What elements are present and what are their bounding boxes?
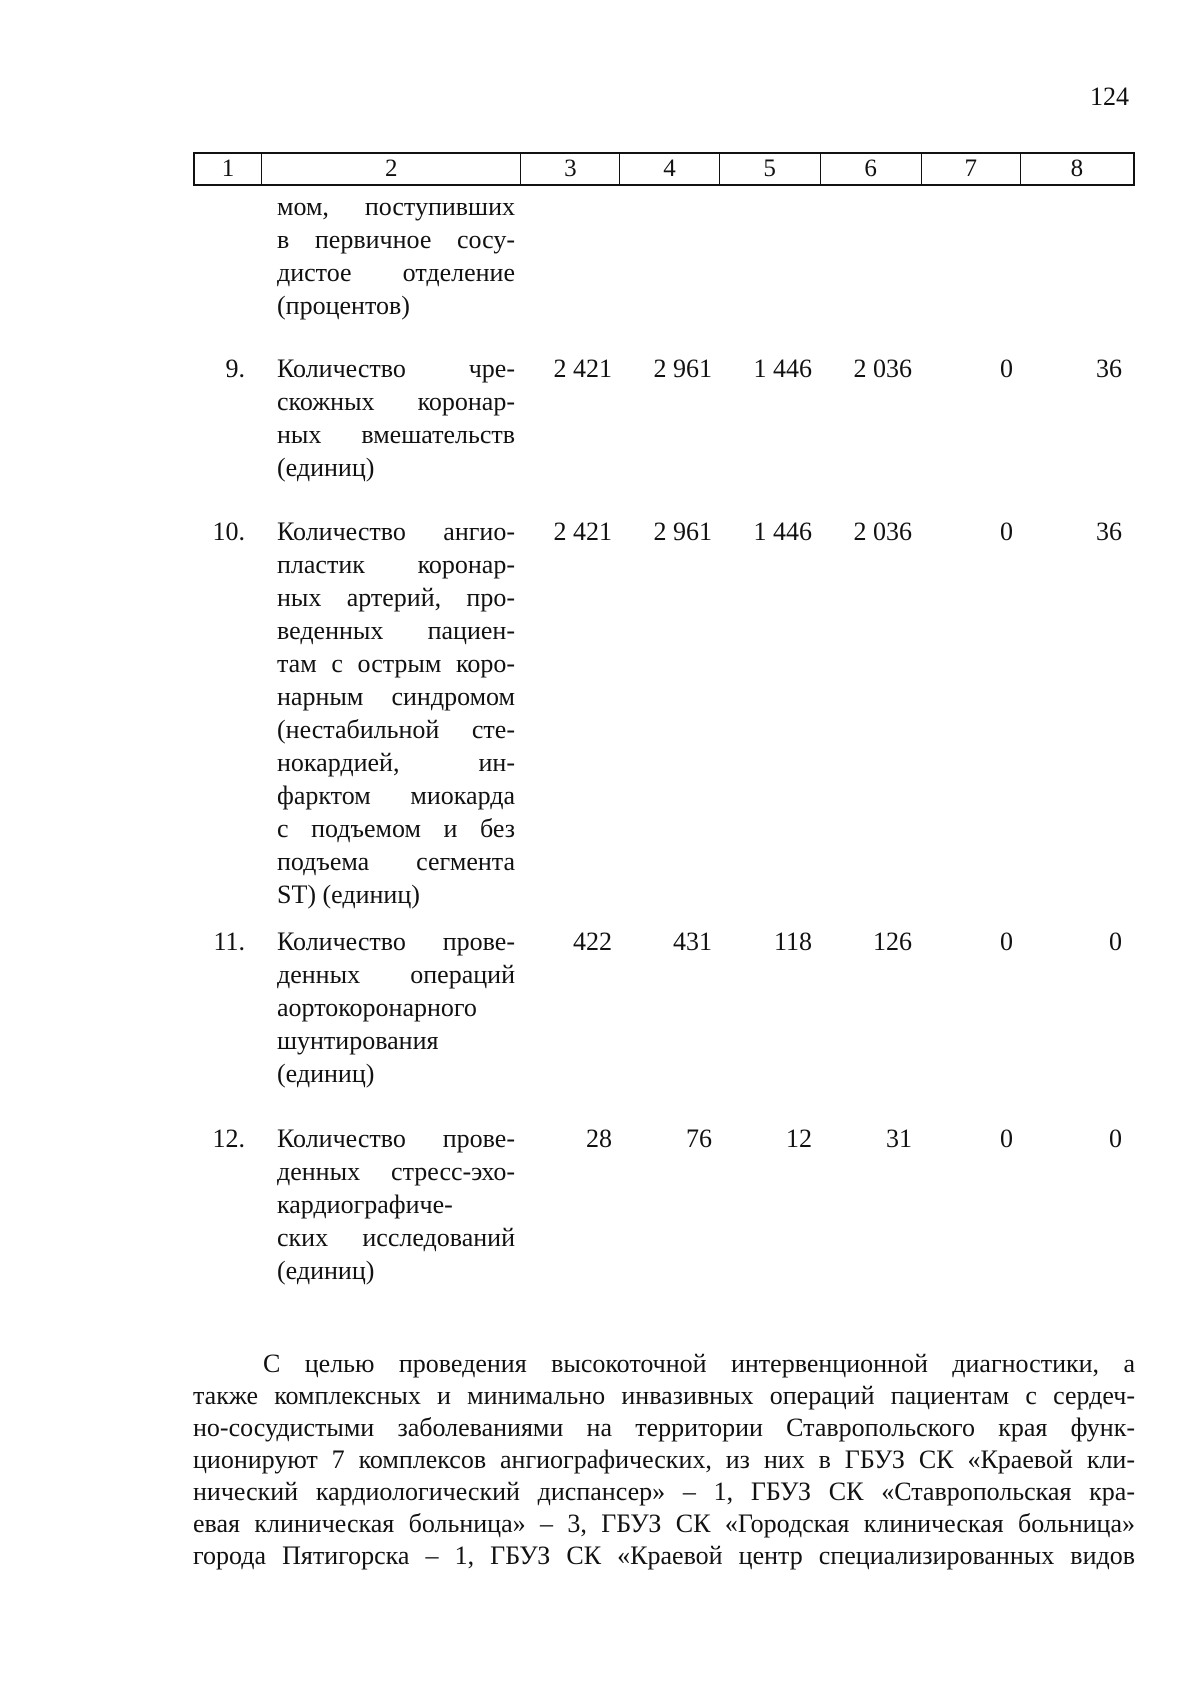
value-col-4: 2 961: [653, 517, 712, 546]
value-col-3: 2 421: [553, 354, 612, 383]
header-cell-5: 5: [719, 153, 820, 185]
value-col-6: 31: [886, 1124, 912, 1153]
paragraph-line: евая клиническая больница» – 3, ГБУЗ СК «Городская клиническая больница»: [193, 1509, 1135, 1538]
row-description: [277, 190, 515, 322]
value-col-7: 0: [1000, 1124, 1013, 1153]
description-line: в первичное сосу-: [277, 225, 515, 254]
row-description: [277, 925, 515, 1090]
description-line: пластик коронар-: [277, 550, 515, 579]
description-line: (процентов): [277, 291, 410, 320]
header-cell-8: 8: [1020, 153, 1134, 185]
description-line: ST) (единиц): [277, 880, 420, 909]
paragraph-line: также комплексных и минимально инвазивных операций пациентам с сердеч-: [193, 1381, 1135, 1410]
description-line: Количество ангио-: [277, 517, 515, 546]
description-line: денных операций: [277, 960, 515, 989]
value-col-8: 36: [1096, 517, 1122, 546]
value-col-8: 36: [1096, 354, 1122, 383]
value-col-6: 2 036: [853, 354, 912, 383]
description-line: (единиц): [277, 1059, 375, 1088]
value-col-7: 0: [1000, 354, 1013, 383]
paragraph-line: но-сосудистыми заболеваниями на территории Ставропольского края функ-: [193, 1413, 1135, 1442]
header-row: [194, 153, 1134, 185]
row-description: [277, 352, 515, 484]
description-line: скожных коронар-: [277, 387, 515, 416]
row-description: [277, 515, 515, 911]
description-line: там с острым коро-: [277, 649, 515, 678]
description-line: фарктом миокарда: [277, 781, 515, 810]
description-line: Количество прове-: [277, 927, 515, 956]
value-col-5: 1 446: [753, 354, 812, 383]
value-col-3: 28: [586, 1124, 612, 1153]
value-col-4: 76: [686, 1124, 712, 1153]
description-line: веденных пациен-: [277, 616, 515, 645]
value-col-5: 118: [773, 927, 812, 956]
description-line: дистое отделение: [277, 258, 515, 287]
value-col-5: 12: [786, 1124, 812, 1153]
value-col-4: 2 961: [653, 354, 712, 383]
description-line: нокардией, ин-: [277, 748, 515, 777]
column-number-header: [193, 152, 1135, 186]
value-col-6: 2 036: [853, 517, 912, 546]
header-cell-3: 3: [521, 153, 620, 185]
paragraph-line: ционируют 7 комплексов ангиографических, из них в ГБУЗ СК «Краевой кли-: [193, 1445, 1135, 1474]
description-line: ных артерий, про-: [277, 583, 515, 612]
description-line: денных стресс-эхо-: [277, 1157, 515, 1186]
row-number: 10.: [212, 517, 245, 546]
value-col-3: 422: [573, 927, 612, 956]
description-line: ских исследований: [277, 1223, 515, 1252]
page-number: 124: [1090, 82, 1129, 111]
value-col-6: 126: [873, 927, 912, 956]
row-number: 12.: [212, 1124, 245, 1153]
description-line: (нестабильной сте-: [277, 715, 515, 744]
description-line: (единиц): [277, 453, 375, 482]
header-cell-2: 2: [262, 153, 521, 185]
header-cell-6: 6: [820, 153, 921, 185]
value-col-7: 0: [1000, 927, 1013, 956]
header-cell-7: 7: [921, 153, 1020, 185]
description-line: аортокоронарного: [277, 993, 477, 1022]
value-col-8: 0: [1109, 1124, 1122, 1153]
header-cell-4: 4: [620, 153, 719, 185]
description-line: мом, поступивших: [277, 192, 515, 221]
header-cell-1: 1: [194, 153, 262, 185]
description-line: Количество чре-: [277, 354, 515, 383]
description-line: нарным синдромом: [277, 682, 515, 711]
value-col-3: 2 421: [553, 517, 612, 546]
paragraph-line: нический кардиологический диспансер» – 1, ГБУЗ СК «Ставропольская кра-: [193, 1477, 1135, 1506]
value-col-4: 431: [673, 927, 712, 956]
value-col-5: 1 446: [753, 517, 812, 546]
description-line: подъема сегмента: [277, 847, 515, 876]
description-line: (единиц): [277, 1256, 375, 1285]
value-col-7: 0: [1000, 517, 1013, 546]
description-line: ных вмешательств: [277, 420, 515, 449]
row-number: 11.: [213, 927, 245, 956]
paragraph-line: города Пятигорска – 1, ГБУЗ СК «Краевой центр специализированных видов: [193, 1541, 1135, 1570]
value-col-8: 0: [1109, 927, 1122, 956]
row-description: [277, 1122, 515, 1287]
body-paragraph: [193, 1348, 1135, 1572]
description-line: с подъемом и без: [277, 814, 515, 843]
row-number: 9.: [225, 354, 245, 383]
description-line: Количество прове-: [277, 1124, 515, 1153]
paragraph-line: С целью проведения высокоточной интервенционной диагностики, а: [263, 1349, 1135, 1378]
description-line: шунтирования: [277, 1026, 439, 1055]
description-line: кардиографиче-: [277, 1190, 453, 1219]
